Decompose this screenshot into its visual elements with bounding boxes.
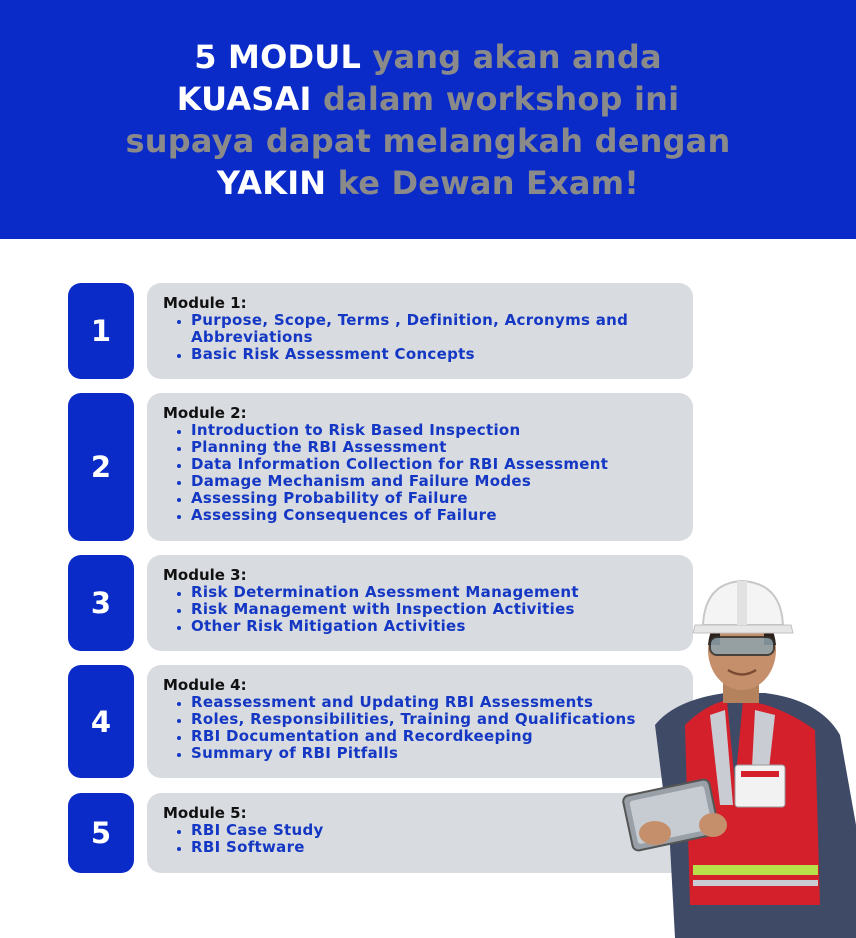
module-topic: • RBI Documentation and Recordkeeping <box>191 728 675 745</box>
module-number-badge: 3 <box>68 555 134 651</box>
module-card <box>147 555 693 651</box>
headline-text: supaya dapat melangkah dengan <box>125 122 731 160</box>
module-topic: • Basic Risk Assessment Concepts <box>191 346 675 363</box>
headline <box>0 36 856 204</box>
module-title: Module 4: <box>163 676 247 694</box>
module-topic: • Assessing Consequences of Failure <box>191 507 675 524</box>
module-topic: • Roles, Responsibilities, Training and Qualifications <box>191 711 675 728</box>
module-title: Module 3: <box>163 566 247 584</box>
module-title: Module 2: <box>163 404 247 422</box>
module-topic: • Risk Management with Inspection Activities <box>191 601 675 618</box>
module-topic: • Risk Determination Asessment Management <box>191 584 675 601</box>
module-topic: • Planning the RBI Assessment <box>191 439 675 456</box>
engineer-with-tablet-icon <box>615 575 856 938</box>
headline-text: dalam workshop ini <box>311 80 680 118</box>
module-topic: • Other Risk Mitigation Activities <box>191 618 675 635</box>
module-card <box>147 283 693 379</box>
module-topic: • Purpose, Scope, Terms , Definition, Acronyms and Abbreviations <box>191 312 675 346</box>
module-topic-list <box>163 422 675 524</box>
module-card <box>147 665 693 778</box>
module-topic: • Introduction to Risk Based Inspection <box>191 422 675 439</box>
module-number-badge: 4 <box>68 665 134 778</box>
headline-text: yang akan anda <box>361 38 662 76</box>
module-topic: • Damage Mechanism and Failure Modes <box>191 473 675 490</box>
module-topic: • Summary of RBI Pitfalls <box>191 745 675 762</box>
module-topic-list <box>163 584 675 635</box>
module-topic: • RBI Case Study <box>191 822 675 839</box>
headline-emphasis: KUASAI <box>176 80 312 118</box>
module-number-badge: 1 <box>68 283 134 379</box>
headline-text: ke Dewan Exam! <box>326 164 640 202</box>
module-number-badge: 2 <box>68 393 134 541</box>
module-title: Module 5: <box>163 804 247 822</box>
module-topic: • Reassessment and Updating RBI Assessments <box>191 694 675 711</box>
module-topic-list <box>163 822 675 856</box>
module-topic-list <box>163 694 675 762</box>
module-topic: • RBI Software <box>191 839 675 856</box>
module-title: Module 1: <box>163 294 247 312</box>
module-topic: • Data Information Collection for RBI Assessment <box>191 456 675 473</box>
headline-emphasis: YAKIN <box>216 164 327 202</box>
module-topic: • Assessing Probability of Failure <box>191 490 675 507</box>
module-number-badge: 5 <box>68 793 134 873</box>
module-card <box>147 393 693 541</box>
module-card <box>147 793 693 873</box>
module-topic-list <box>163 312 675 363</box>
headline-emphasis: 5 MODUL <box>194 38 362 76</box>
